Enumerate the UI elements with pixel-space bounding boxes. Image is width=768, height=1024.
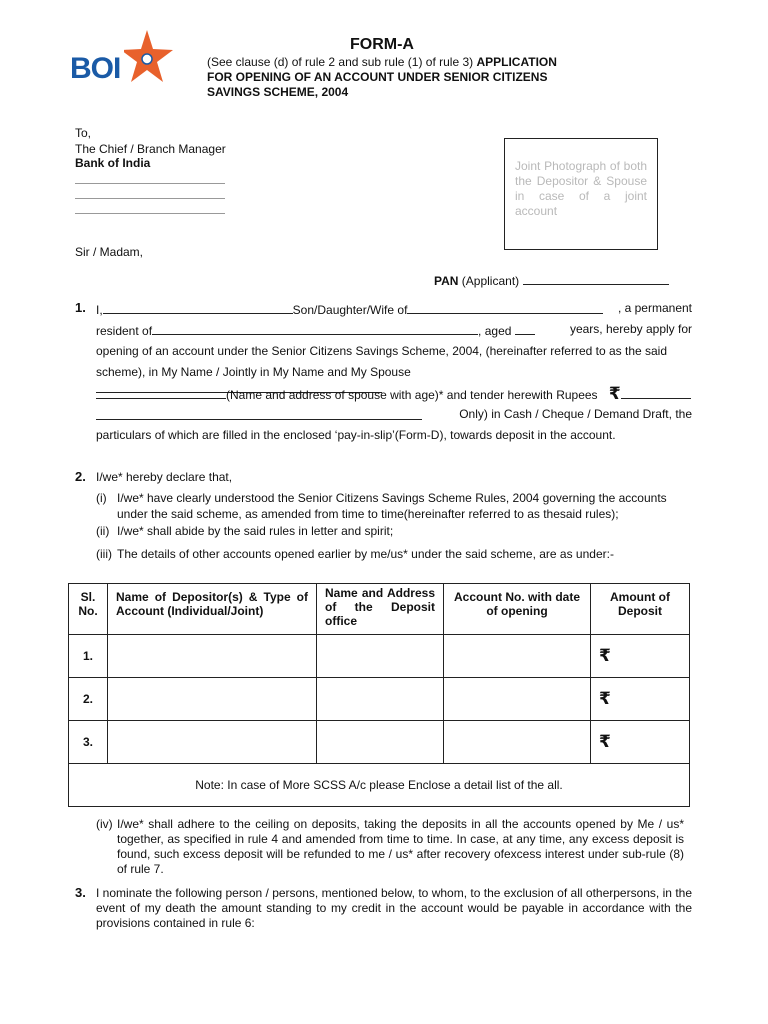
subtitle-rule-ref: (See clause (d) of rule 2 and sub rule (1) of rule 3) — [207, 55, 477, 69]
relation-name-input[interactable] — [407, 301, 603, 314]
cell-account[interactable] — [444, 635, 591, 678]
row-sl: 1. — [69, 635, 108, 678]
cell-amount[interactable] — [591, 678, 690, 721]
cell-office[interactable] — [317, 635, 444, 678]
para1-line-6 — [96, 407, 692, 424]
age-input[interactable] — [515, 322, 535, 335]
pan-label: PAN — [434, 274, 459, 288]
para1-l1-relation: Son/Daughter/Wife of — [292, 303, 408, 317]
accounts-table — [68, 583, 690, 807]
para3-number: 3. — [75, 885, 86, 900]
cell-depositor[interactable] — [108, 678, 317, 721]
pan-input[interactable] — [523, 272, 669, 285]
address-manager: The Chief / Branch Manager — [75, 142, 226, 156]
para1-number: 1. — [75, 300, 86, 315]
spouse-details-input[interactable] — [96, 386, 226, 399]
para1-line-3: opening of an account under the Senior Citizens Savings Scheme, 2004, (hereinafter referred to as the said — [96, 344, 668, 358]
rupee-icon: ₹ — [599, 689, 611, 708]
table-row — [69, 678, 690, 721]
para2-iii-text: The details of other accounts opened earlier by me/us* under the said scheme, are as under:- — [117, 547, 614, 561]
para1-l2-aged: , aged — [478, 324, 512, 338]
photo-box[interactable] — [504, 138, 658, 250]
address-line-2[interactable] — [75, 198, 225, 199]
form-title: FORM-A — [350, 36, 414, 53]
para1-l1-i: I, — [96, 303, 103, 317]
col-sl-no: Sl. No. — [69, 584, 108, 635]
para-iv-text: I/we* shall adhere to the ceiling on deposits, taking the deposits in all the accounts opened by Me / us* together, as specified in rule 4 and amended from time to time. In case, at any time, any excess deposit is found, such excess deposit will be refunded to me / us* after recovery ofexcess interest under sub-rule (8) of rule 7. — [117, 817, 684, 876]
para2-i-label: (i) — [96, 491, 107, 505]
photo-box-instructions: Joint Photograph of both the Depositor & Spouse in case of a joint account — [515, 159, 647, 218]
table-note-row — [69, 764, 690, 807]
para2-number: 2. — [75, 469, 86, 484]
para1-l5-text: (Name and address of spouse with age)* and tender herewith Rupees — [226, 388, 598, 402]
para2-iii-label: (iii) — [96, 547, 112, 561]
cell-depositor[interactable] — [108, 721, 317, 764]
para1-l6-text: Only) in Cash / Cheque / Demand Draft, the — [459, 407, 692, 421]
rupee-icon: ₹ — [599, 646, 611, 665]
cell-amount[interactable] — [591, 635, 690, 678]
subtitle-line-2: FOR OPENING OF AN ACCOUNT UNDER SENIOR CITIZENS — [207, 70, 548, 84]
para2-intro: I/we* hereby declare that, — [96, 470, 233, 484]
amount-words-input[interactable] — [96, 407, 422, 420]
col-deposit-office: Name and Address of the Deposit office — [317, 584, 444, 635]
para2-i-text-2: under the said scheme, as amended from time to time(hereinafter referred to as thesaid rules); — [117, 507, 619, 521]
cell-office[interactable] — [317, 721, 444, 764]
row-sl: 3. — [69, 721, 108, 764]
para3-text: I nominate the following person / persons, mentioned below, to whom, to the exclusion of all otherpersons, in the event of my death the amount standing to my credit in the account would be payable in accordance with the provisions contained in rule 6: — [96, 886, 692, 930]
para1-line-7: particulars of which are filled in the enclosed ‘pay-in-slip’(Form-D), towards deposit in the account. — [96, 428, 616, 442]
para2-ii-label: (ii) — [96, 524, 110, 538]
star-icon — [124, 28, 176, 84]
para1-line-2 — [96, 322, 692, 339]
para1-l2-years: years, hereby apply for — [569, 322, 692, 336]
salutation: Sir / Madam, — [75, 245, 144, 259]
rupee-icon: ₹ — [599, 732, 611, 751]
residence-input[interactable] — [152, 322, 478, 335]
cell-amount[interactable] — [591, 721, 690, 764]
subtitle-application: APPLICATION — [476, 55, 557, 69]
pan-suffix: (Applicant) — [461, 274, 520, 288]
cell-office[interactable] — [317, 678, 444, 721]
amount-figures-input[interactable] — [621, 386, 691, 399]
pan-row — [434, 272, 669, 289]
para2-ii-text: I/we* shall abide by the said rules in letter and spirit; — [117, 524, 394, 538]
cell-account[interactable] — [444, 721, 591, 764]
col-account-no: Account No. with date of opening — [444, 584, 591, 635]
bank-logo — [68, 28, 178, 88]
col-depositor: Name of Depositor(s) & Type of Account (Individual/Joint) — [108, 584, 317, 635]
col-amount: Amount of Deposit — [591, 584, 690, 635]
para1-line-1 — [96, 301, 692, 318]
table-header-row — [69, 584, 690, 635]
table-note: Note: In case of More SCSS A/c please Enclose a detail list of the all. — [69, 764, 690, 807]
row-sl: 2. — [69, 678, 108, 721]
table-row — [69, 721, 690, 764]
applicant-name-input[interactable] — [103, 301, 293, 314]
address-bank: Bank of India — [75, 156, 151, 170]
para-iv-label: (iv) — [96, 817, 113, 831]
form-subtitle — [207, 55, 567, 100]
para1-l4-text: scheme), in My Name / Jointly in My Name and My Spouse — [96, 365, 411, 379]
para2-i-text-1: I/we* have clearly understood the Senior Citizens Savings Scheme Rules, 2004 governing the accounts — [117, 491, 667, 505]
address-line-1[interactable] — [75, 183, 225, 184]
cell-depositor[interactable] — [108, 635, 317, 678]
table-row — [69, 635, 690, 678]
logo-text: BOI — [70, 52, 121, 85]
para1-l2-resident: resident of — [96, 324, 153, 338]
rupee-icon: ₹ — [608, 384, 621, 403]
para1-l1-permanent: , a permanent — [617, 301, 692, 315]
subtitle-line-3: SAVINGS SCHEME, 2004 — [207, 85, 349, 99]
address-to: To, — [75, 126, 92, 140]
para1-line-5 — [96, 386, 692, 403]
cell-account[interactable] — [444, 678, 591, 721]
address-line-3[interactable] — [75, 213, 225, 214]
